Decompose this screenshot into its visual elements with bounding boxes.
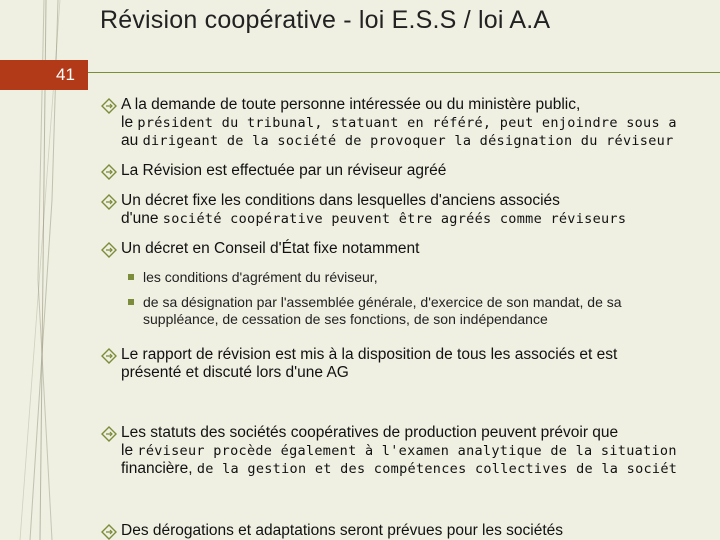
bullet-item: [100, 96, 720, 150]
bullet-text-lead: financière,: [121, 460, 193, 477]
sub-bullet-item: [128, 294, 720, 328]
diamond-arrow-icon: [100, 347, 118, 365]
bullet-text: présenté et discuté lors d'une AG: [121, 364, 349, 381]
square-bullet-icon: [128, 274, 134, 280]
bullet-item: [100, 162, 720, 180]
bullet-text: Un décret fixe les conditions dans lesquelles d'anciens associés: [121, 192, 560, 209]
bullet-item: [100, 346, 720, 382]
diamond-arrow-icon: [100, 425, 118, 443]
bullet-text: dirigeant de la société de provoquer la désignation du réviseur: [142, 133, 674, 149]
bullet-text-lead: d'une: [121, 210, 159, 227]
slide-title: Révision coopérative - loi E.S.S / loi A.A: [100, 6, 551, 34]
bullet-item: [100, 424, 720, 478]
slide-number: 41: [56, 65, 75, 84]
bullet-item: [100, 522, 720, 540]
slide-number-badge: [0, 60, 88, 90]
diamond-arrow-icon: [100, 163, 118, 181]
bullet-text: Les statuts des sociétés coopératives de production peuvent prévoir que: [121, 424, 619, 441]
bullet-text: La Révision est effectuée par un réviseur agréé: [121, 162, 447, 179]
diamond-arrow-icon: [100, 241, 118, 259]
square-bullet-icon: [128, 299, 134, 305]
bullet-text: Le rapport de révision est mis à la disposition de tous les associés et est: [121, 346, 618, 363]
sub-bullet-text: de sa désignation par l'assemblée générale, d'exercice de son mandat, de sa: [143, 294, 622, 310]
bullet-item: [100, 192, 720, 228]
sub-bullet-item: [128, 269, 720, 286]
bullet-list: [100, 94, 720, 540]
bullet-text-lead: au: [121, 132, 139, 149]
bullet-text-lead: le: [121, 114, 134, 131]
bullet-text: Un décret en Conseil d'État fixe notamment: [121, 240, 420, 257]
diamond-arrow-icon: [100, 97, 118, 115]
bullet-text: de la gestion et des compétences collectives de la sociét: [196, 461, 678, 477]
bullet-item: [100, 240, 720, 258]
bullet-text: président du tribunal, statuant en référé, peut enjoindre sous a: [137, 115, 677, 131]
bullet-text: Des dérogations et adaptations seront prévues pour les sociétés: [121, 522, 564, 539]
bullet-text: A la demande de toute personne intéressée ou du ministère public,: [121, 96, 581, 113]
bullet-text: société coopérative peuvent être agréés comme réviseurs: [162, 211, 627, 227]
sub-bullet-text: les conditions d'agrément du réviseur,: [143, 269, 378, 285]
bullet-text-lead: le: [121, 442, 134, 459]
diamond-arrow-icon: [100, 193, 118, 211]
sub-bullet-text-continued: suppléance, de cessation de ses fonctions, de son indépendance: [143, 311, 548, 327]
title-rule: [88, 72, 720, 73]
diamond-arrow-icon: [100, 523, 118, 540]
bullet-text: réviseur procède également à l'examen analytique de la situation: [137, 443, 677, 459]
